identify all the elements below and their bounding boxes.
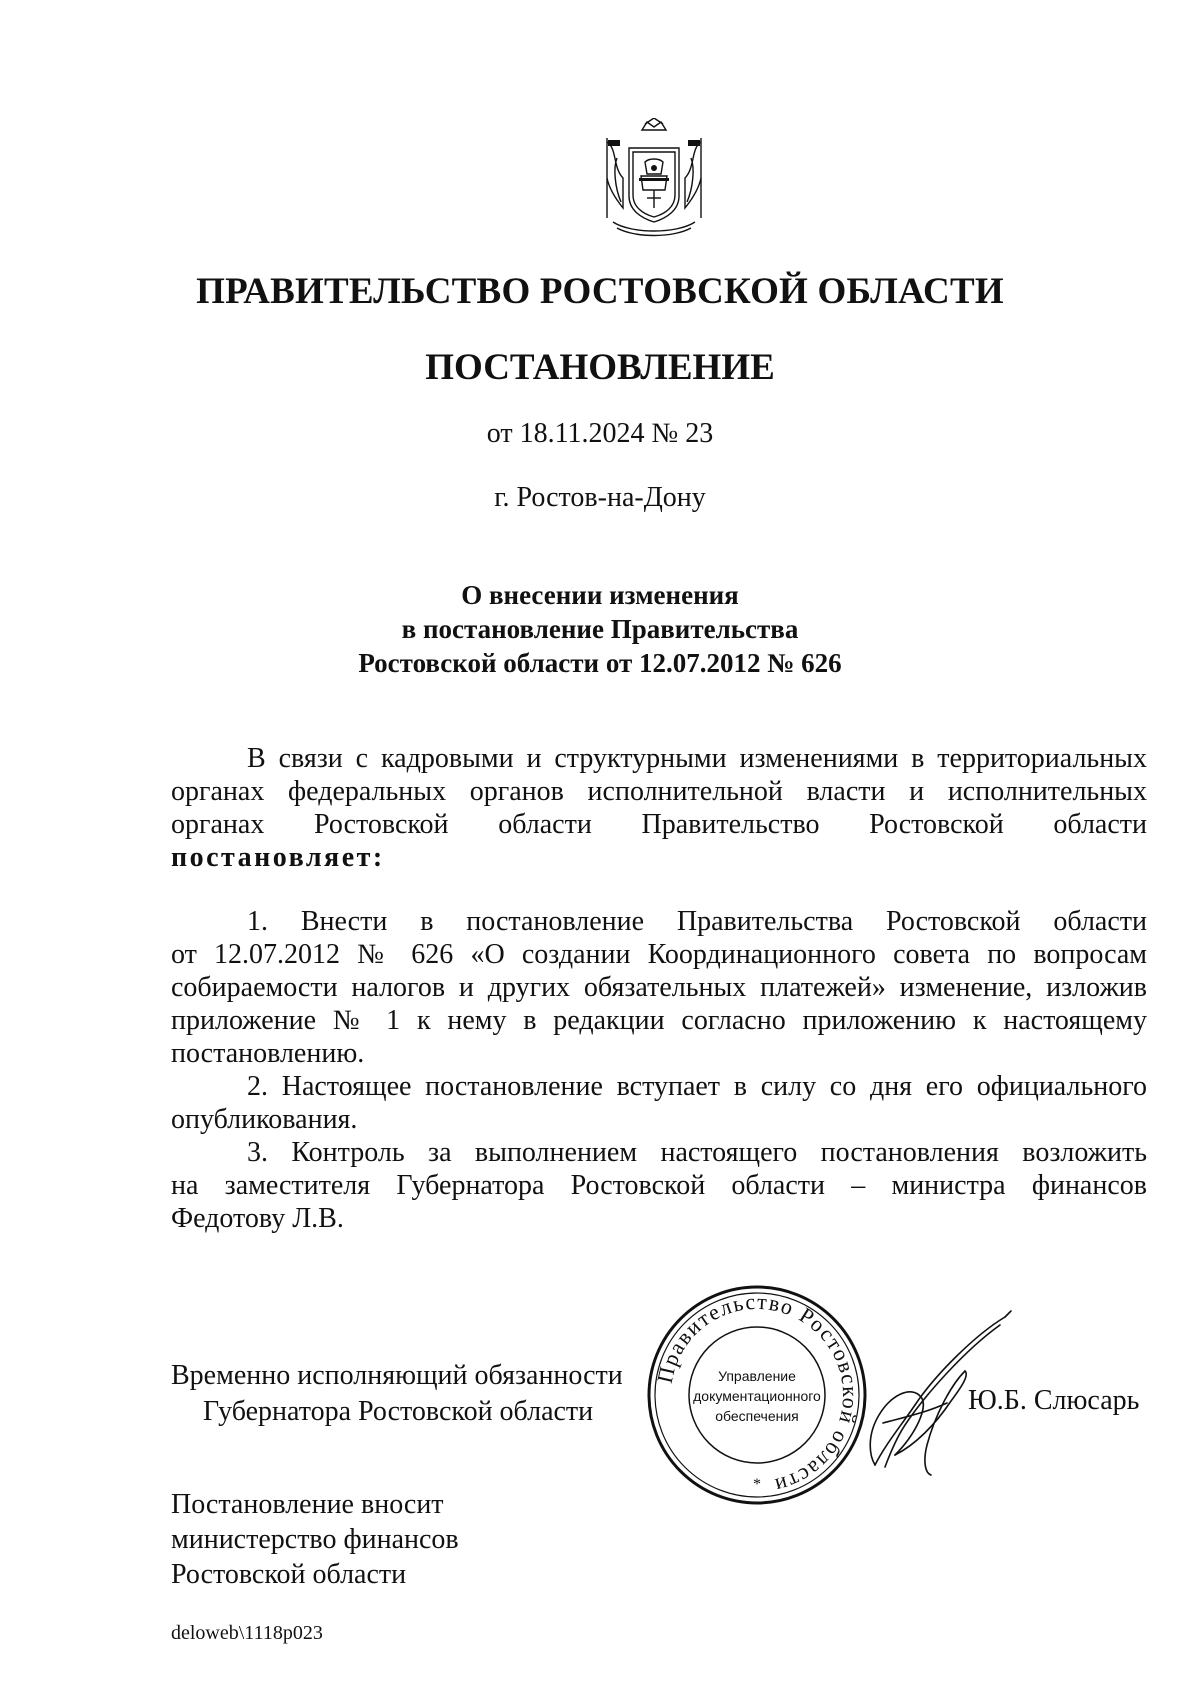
- official-stamp: [645, 1283, 869, 1507]
- decree-items: [171, 905, 1147, 1235]
- document-subject: [0, 578, 1200, 680]
- subject-line: Ростовской области от 12.07.2012 № 626: [358, 648, 842, 678]
- item-line: опубликования.: [171, 1104, 358, 1135]
- subject-line: О внесении изменения: [461, 580, 739, 610]
- preamble-line: органах федеральных органов исполнительной власти и исполнительных: [171, 776, 1147, 807]
- signer-position-line: Губернатора Ростовской области: [203, 1396, 594, 1427]
- item-line: на заместителя Губернатора Ростовской области – министра финансов: [171, 1170, 1147, 1201]
- subject-line: в постановление Правительства: [401, 614, 799, 644]
- submitter-block: [171, 1487, 459, 1592]
- item-line: 1. Внести в постановление Правительства Ростовской области: [247, 906, 1147, 937]
- preamble-line: В связи с кадровыми и структурными изменениями в территориальных: [247, 743, 1147, 774]
- city: г. Ростов-на-Дону: [494, 482, 706, 513]
- submitter-line: министерство финансов: [171, 1524, 459, 1555]
- coat-of-arms-emblem: [595, 118, 713, 240]
- item-line: от 12.07.2012 № 626 «О создании Координационного совета по вопросам: [171, 939, 1147, 970]
- signer-position-line: Временно исполняющий обязанности: [171, 1360, 623, 1391]
- signer-name: Ю.Б. Слюсарь: [968, 1385, 1140, 1416]
- organization-title: ПРАВИТЕЛЬСТВО РОСТОВСКОЙ ОБЛАСТИ: [196, 271, 1004, 312]
- document-code: deloweb\1118p023: [171, 1622, 323, 1644]
- stamp-star: *: [753, 1476, 761, 1493]
- rostov-oblast-coat-of-arms-icon: [595, 118, 713, 240]
- decree-word: постановляет:: [171, 842, 385, 873]
- preamble-paragraph: [171, 742, 1147, 874]
- item-line: Федотову Л.В.: [171, 1203, 344, 1234]
- item-line: собираемости налогов и других обязательных платежей» изменение, изложив: [171, 972, 1147, 1003]
- item-line: приложение № 1 к нему в редакции согласно приложению к настоящему: [171, 1005, 1147, 1036]
- stamp-outer-text: Правительство Ростовской области: [651, 1288, 864, 1500]
- document-type: ПОСТАНОВЛЕНИЕ: [425, 347, 775, 388]
- submitter-line: Ростовской области: [171, 1559, 407, 1590]
- item-line: 2. Настоящее постановление вступает в силу со дня его официального: [247, 1071, 1147, 1102]
- item-line: 3. Контроль за выполнением настоящего постановления возложить: [247, 1137, 1147, 1168]
- stamp-inner-line: документационного: [693, 1388, 821, 1404]
- signer-position: [171, 1358, 623, 1430]
- preamble-line: органах Ростовской области Правительство Ростовской области: [171, 809, 1147, 840]
- item-line: постановлению.: [171, 1038, 365, 1069]
- date-and-number: от 18.11.2024 № 23: [486, 418, 714, 449]
- submitter-line: Постановление вносит: [171, 1489, 444, 1520]
- stamp-inner-line: обеспечения: [715, 1408, 799, 1424]
- stamp-inner-line: Управление: [718, 1368, 796, 1384]
